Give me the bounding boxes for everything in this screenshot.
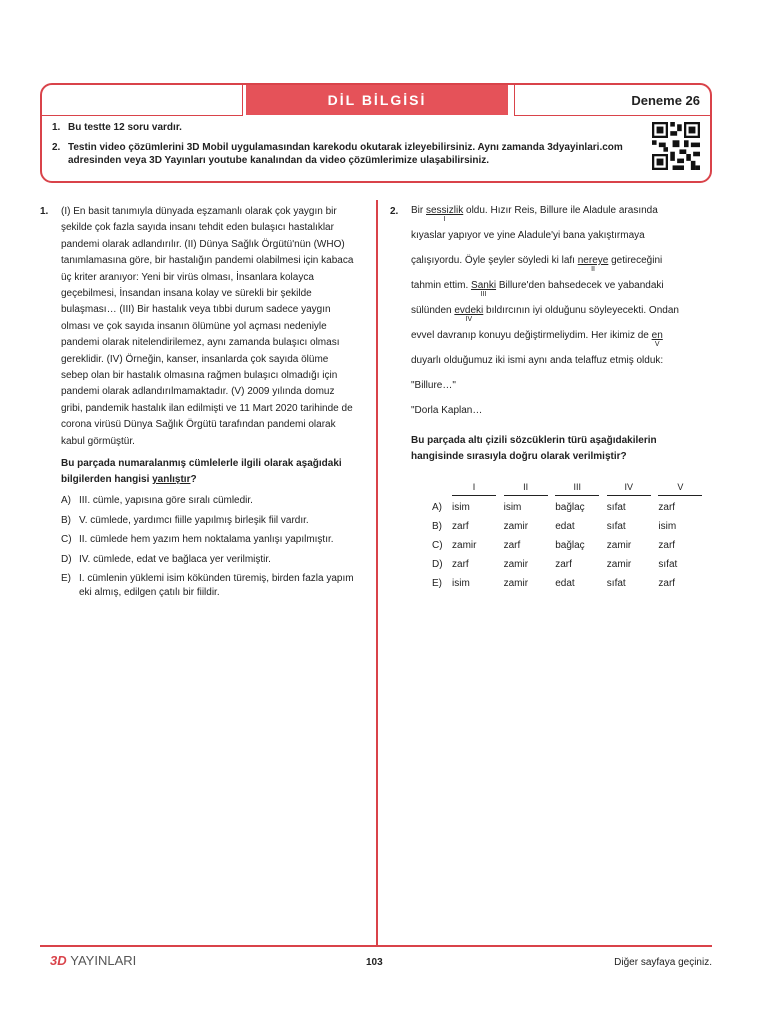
option-e[interactable] [61,572,358,599]
option-letter: B) [432,520,442,532]
underlined-word [651,330,663,348]
line-text: Bir [411,205,426,216]
table-cell: zarf [503,539,521,551]
table-cell: sıfat [606,577,626,589]
passage [411,204,710,429]
table-cell: edat [555,577,575,589]
table-header-row [432,479,710,498]
table-cell: edat [555,520,575,532]
header-blank-cell [42,85,243,116]
column-header [452,479,504,498]
option-b[interactable] [432,517,710,536]
note-text: Bu testte 12 soru vardır. [68,122,182,133]
table-cell: zamir [606,558,632,570]
question-paragraph: (I) En basit tanımıyla dünyada eşzamanlı olarak çok yaygın bir şekilde çok fazla sayıda insanı tehdit eden bulaşıcı hastalıklar pandemi olarak adlandırılır. (II) Dünya Sağlık Örgütü'nün (WHO) tanımlamasına göre, bir hastalığın pandemi olabilmesi için kabaca üç kriter aranıyor: Yeni bir virüs olması, İnsanlara kolayca geçebilmesi, İnsandan insana kolay ve sürekli bir şekilde bulaşması… (III) Bir hastalık veya tıbbi durum sadece yaygın olması ve çok sayıda insanın ölümüne yol açması nedeniyle pandemi olarak nitelendirilemez, aynı zamanda bulaşıcı olması gereklidir. (IV) Örneğin, kanser, insanlarda çok sayıda ölüme sebep olan bir hastalık olmasına rağmen bulaşıcı olmadığı için pandemi olarak adlandırılmamaktadır. (V) 2009 yılında domuz gribi, pandemik hastalık ilan edilmişti ve 11 Mart 2020 tarihinde de corona virüsü Dünya Sağlık Örgütü tarafından pandemi olarak kabul görmüştür. [61,206,354,447]
table-cell: sıfat [606,520,626,532]
column-header [504,479,556,498]
option-c[interactable] [61,533,358,547]
table-cell: zamir [503,520,529,532]
table-cell: zamir [606,539,632,551]
passage-line [411,329,710,354]
question-stem: Bu parçada altı çizili sözcüklerin türü aşağıdakilerin hangisinde sırasıyla doğru olarak verilmiştir? [411,435,657,462]
underlined-word [577,255,609,273]
option-text: III. cümle, yapısına göre sıralı cümledir. [79,495,253,507]
table-cell: bağlaç [555,501,585,513]
line-text: oldu. Hızır Reis, Billure ile Aladule arasında [463,205,658,216]
question-1 [40,204,358,599]
passage-line [411,379,710,404]
column-header [658,479,710,498]
option-b[interactable] [61,514,358,528]
table-cell: zarf [658,577,676,589]
note-number: 2. [52,141,61,153]
passage-line [411,279,710,304]
passage-line [411,254,710,279]
table-corner [432,479,452,498]
publisher-logo [50,953,136,968]
passage-line [411,404,710,429]
table-cell: sıfat [606,501,626,513]
line-text: sülünden [411,305,455,316]
underlined-text: en [651,330,663,341]
underlined-text: nereye [577,255,609,266]
line-text: bıldırcının iyi olduğunu söyleyecekti. Ondan [483,305,679,316]
line-text: Billure'den bahsedecek ve yabandaki [496,280,664,291]
column-header-label: V [658,479,702,496]
column-header [555,479,607,498]
option-text: II. cümlede hem yazım hem noktalama yanlışı yapılmıştır. [79,534,334,546]
note-item [52,121,642,135]
option-text: IV. cümlede, edat ve bağlaca yer verilmiştir. [79,553,271,565]
table-cell: bağlaç [555,539,585,551]
line-text: çalışıyordu. Öyle şeyler söyledi ki lafı [411,255,578,266]
option-letter: D) [432,558,443,570]
footer-divider [40,945,712,947]
option-text: V. cümlede, yardımcı fiille yapılmış birleşik fiil vardır. [79,514,309,526]
question-number: 2. [390,206,399,217]
page-number: 103 [366,957,383,968]
underlined-word [454,305,484,323]
table-cell: isim [503,501,522,513]
column-header-label: IV [607,479,651,496]
test-name: Deneme 26 [514,85,710,116]
option-a[interactable] [61,494,358,508]
option-d[interactable] [61,553,358,567]
line-text: getireceğini [608,255,663,266]
passage-line [411,304,710,329]
option-c[interactable] [432,536,710,555]
table-cell: zamir [503,577,529,589]
passage-line [411,354,710,379]
option-letter: C) [61,534,72,546]
option-d[interactable] [432,555,710,574]
table-cell: zarf [658,539,676,551]
underlined-text: sessizlik [426,205,464,216]
table-cell: isim [452,577,470,589]
table-cell: isim [658,520,677,532]
column-header-label: III [555,479,599,496]
section-title: DİL BİLGİSİ [246,85,508,115]
logo-text: YAYINLARI [70,953,137,968]
underlined-word [471,280,497,298]
table-cell: zamir [503,558,529,570]
note-text: Testin video çözümlerini 3D Mobil uygulamasından karekodu okutarak izleyebilirsiniz. Aynı zamanda 3dyayinlari.com adresinden veya 3D Yayınları youtube kanalından da video çözümlerimize ulaşabilirsiniz. [68,141,623,166]
passage-line [411,229,710,254]
option-letter: E) [432,577,442,589]
table-cell: sıfat [658,558,678,570]
column-header [607,479,659,498]
table-cell: isim [452,501,470,513]
column-header-label: II [504,479,548,496]
line-text: duyarlı olduğumuz iki ismi aynı anda telaffuz etmiş olduk: [411,355,664,366]
column-divider [376,200,378,945]
table-cell: zamir [452,539,477,551]
logo-mark: 3D [50,953,67,968]
answer-table [432,479,710,593]
next-page-note: Diğer sayfaya geçiniz. [614,957,712,968]
option-a[interactable] [432,498,710,517]
option-letter: B) [61,514,71,526]
option-letter: A) [432,501,442,513]
table-cell: zarf [658,501,676,513]
stem-end: ? [190,474,197,486]
note-number: 1. [52,122,61,133]
table-cell: zarf [555,558,572,570]
option-letter: D) [61,553,72,565]
table-cell: zarf [452,520,469,532]
word-marker: II [591,266,595,273]
underlined-word [426,205,464,223]
word-marker: III [480,291,487,298]
option-text: I. cümlenin yüklemi isim kökünden türemiş, birden fazla yapım eki almış, edilgen çatılı bir fiildir. [79,573,354,598]
option-letter: C) [432,539,443,551]
underlined-text: evdeki [454,305,484,316]
qr-code-icon[interactable] [652,122,700,170]
option-letter: E) [61,573,71,585]
stem-emphasis: yanlıştır [152,474,191,486]
answer-options [61,494,358,599]
word-marker: IV [465,316,473,323]
line-text: "Billure…" [411,380,456,391]
table-cell: zarf [452,558,469,570]
column-header-label: I [452,479,496,496]
line-text: kıyaslar yapıyor ve yine Aladule'yi bana yakıştırmaya [411,230,645,241]
line-text: tahmin ettim. [411,280,472,291]
line-text: evvel davranıp konuyu değiştirmeliydim. Her ikimiz de [411,330,652,341]
word-marker: V [654,341,660,348]
word-marker: I [443,216,446,223]
underlined-text: Sanki [471,280,497,291]
stem-text: Bu parçada numaralanmış cümlelerle ilgili olarak aşağıdaki bilgilerden hangisi [61,458,342,486]
question-stem [61,456,358,488]
option-letter: A) [61,495,71,507]
note-item [52,141,642,168]
test-notes [52,121,642,168]
passage-line [411,204,710,229]
header-box [40,83,712,183]
option-e[interactable] [432,574,710,593]
question-number: 1. [40,206,49,217]
line-text: "Dorla Kaplan… [411,405,483,416]
question-2 [390,204,710,593]
